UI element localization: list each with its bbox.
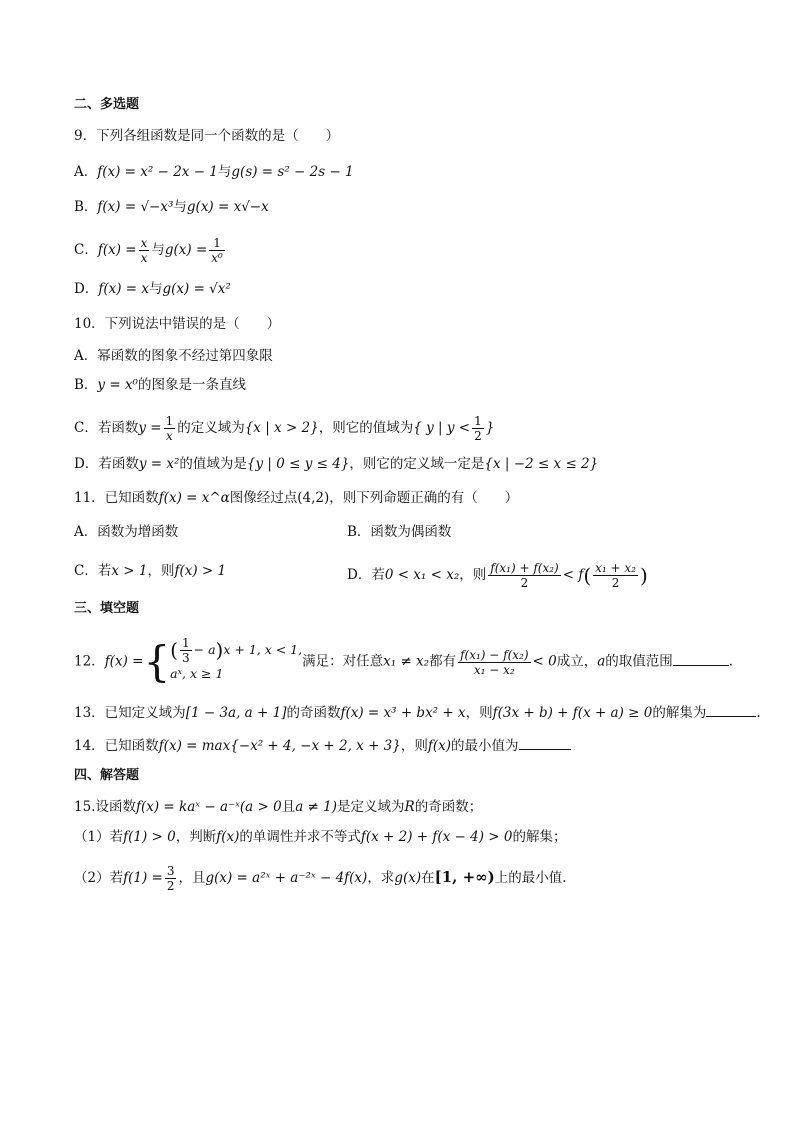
expr: x > 1: [111, 563, 148, 579]
text: 的解集为: [652, 705, 707, 721]
expr: f(3x + b) + f(x + a) ≥ 0: [492, 705, 653, 721]
text: 的奇函数；: [414, 799, 483, 815]
q10-option-a: A．幂函数的图象不经过第四象限: [74, 348, 273, 364]
q15-part-1: [74, 827, 567, 847]
label: D．若: [347, 567, 385, 583]
expr: (4,2): [297, 490, 330, 506]
numerator: 1: [209, 236, 225, 251]
denominator: x: [166, 429, 173, 443]
expr: }: [485, 420, 495, 436]
expr: f(x) = x^α: [158, 490, 230, 506]
text: ，则它的定义域一定是: [349, 456, 485, 472]
label: D．: [74, 281, 99, 297]
label: B．: [74, 377, 98, 393]
expr: f(1) =: [123, 870, 163, 886]
text: 与: [173, 199, 187, 215]
expr: f(x) = x³ + bx² + x: [340, 705, 466, 721]
expr: f(x): [427, 738, 452, 754]
expr: {x | −2 ≤ x ≤ 2}: [484, 456, 599, 472]
q15-stem: [74, 797, 482, 817]
numerator: f(x₁) − f(x₂): [460, 647, 529, 662]
expr: f(x) = x: [98, 281, 149, 297]
denominator: 2: [520, 576, 529, 590]
answer-blank: [706, 702, 756, 717]
expr: {y | 0 ≤ y ≤ 4}: [246, 456, 350, 472]
label: C．: [74, 242, 98, 258]
text: 的定义域为: [177, 420, 245, 436]
q9-option-c: [74, 236, 227, 265]
q11-stem: [74, 488, 518, 508]
denominator: 2: [474, 429, 482, 443]
q9-option-d: [74, 279, 231, 299]
section-heading-solve: 四、解答题: [74, 768, 140, 783]
numerator: x₁ + x₂: [595, 561, 636, 575]
numerator: 1: [165, 414, 174, 428]
denominator: x⁰: [211, 251, 223, 265]
q11-option-d: [347, 561, 648, 590]
paren: (: [583, 563, 592, 588]
text: 与: [148, 281, 163, 297]
section-heading-fill: 三、填空题: [74, 601, 140, 616]
text: 与: [217, 164, 232, 180]
q10-option-c: [74, 414, 494, 443]
expr: g(x) =: [164, 242, 208, 258]
expr: g(x) = a²ˣ + a⁻²ˣ − 4f(x): [205, 870, 368, 886]
q11-option-b: B．函数为偶函数: [347, 524, 452, 540]
text: 图像经过点: [229, 490, 298, 506]
fraction: [458, 648, 530, 677]
label: 12．: [74, 653, 105, 670]
text: 的最小值为: [451, 738, 519, 754]
label: B．: [74, 199, 98, 215]
text: 在: [421, 870, 435, 886]
piecewise-case-1: [170, 635, 303, 665]
text: 的值域为是: [179, 456, 247, 472]
text: 的奇函数: [286, 705, 341, 721]
expr: f(x) = √−x³: [97, 199, 174, 215]
text: ，则: [400, 738, 428, 754]
text: ，则它的值域为: [318, 420, 414, 436]
expr: f(x) > 1: [174, 563, 227, 579]
label: C．若函数: [74, 420, 139, 436]
fraction: [593, 561, 638, 590]
expr: g(x) = √x²: [162, 281, 231, 297]
expr: R: [404, 799, 415, 815]
denominator: 2: [611, 576, 620, 590]
numerator: x: [140, 236, 148, 250]
expr: − a: [193, 642, 216, 657]
q10-option-b: [74, 375, 246, 395]
text: 的单调性并求不等式: [239, 829, 361, 845]
expr: g(x): [394, 870, 422, 886]
expr: [1, +∞): [434, 868, 495, 886]
expr: f(x + 2) + f(x − 4) > 0: [360, 829, 513, 845]
expr: [1 − 3a, a + 1]: [185, 705, 287, 721]
text: ，判断: [175, 829, 217, 845]
expr: (a > 0: [239, 799, 282, 815]
expr: f(x) = kaˣ − a⁻ˣ: [135, 799, 240, 815]
expr: g(x) = x√−x: [186, 199, 269, 215]
paren: (: [170, 638, 178, 662]
expr: 0 < x₁ < x₂: [384, 567, 460, 583]
expr: x + 1, x < 1,: [223, 642, 303, 657]
fraction: [209, 236, 225, 265]
numerator: f(x₁) + f(x₂): [490, 561, 559, 575]
q9-option-b: [74, 197, 269, 217]
text: 上的最小值.: [494, 870, 567, 886]
fraction: [164, 414, 176, 443]
expr: f(1) > 0: [123, 829, 176, 845]
expr: < f: [562, 567, 584, 583]
text: 满足：对任意: [302, 653, 384, 670]
piecewise-case-2: [170, 662, 302, 686]
expr: y =: [138, 420, 162, 436]
text: ，则下列命题正确的有（ ）: [329, 490, 519, 506]
q12: [74, 635, 734, 686]
text: （2）若: [74, 870, 124, 886]
expr: g(s) = s² − 2s − 1: [231, 164, 354, 180]
q10-stem: 10．下列说法中错误的是（ ）: [74, 316, 281, 332]
text: 的取值范围: [605, 653, 673, 670]
denominator: 2: [166, 879, 175, 893]
paren: ): [215, 638, 224, 662]
label: D．若函数: [74, 456, 139, 472]
answer-blank: [519, 735, 571, 750]
text: .: [728, 653, 734, 670]
expr: f(x) = max{−x² + 4, −x + 2, x + 3}: [158, 738, 401, 754]
expr: f(x) =: [104, 653, 144, 670]
text: ，则: [465, 705, 493, 721]
paren: ): [639, 563, 648, 588]
text: 的解集；: [512, 829, 567, 845]
expr: a: [597, 653, 606, 670]
fraction: [180, 636, 192, 665]
expr: {x | x > 2}: [244, 420, 319, 436]
text: 且: [281, 799, 296, 815]
fraction: [488, 561, 560, 590]
numerator: 3: [166, 864, 175, 878]
brace: {: [143, 637, 171, 686]
expr: f(x) = x² − 2x − 1: [97, 164, 218, 180]
text: ，且: [178, 870, 206, 886]
text: .: [756, 705, 761, 721]
text: 的图象是一条直线: [137, 377, 246, 393]
numerator: 1: [181, 635, 190, 650]
text: ，则: [459, 567, 487, 583]
q9-stem: 9．下列各组函数是同一个函数的是（ ）: [74, 128, 340, 144]
q11-option-a: A．函数为增函数: [74, 524, 179, 540]
text: 13．已知定义域为: [74, 705, 186, 721]
answer-blank: [673, 651, 729, 666]
q11-option-c: [74, 561, 226, 581]
q13: [74, 702, 761, 723]
numerator: 1: [474, 414, 482, 428]
section-heading-multi: 二、多选题: [74, 97, 140, 112]
q14: [74, 735, 571, 756]
text: 15.设函数: [74, 799, 136, 815]
text: ，则: [147, 563, 175, 579]
text: 11．已知函数: [74, 490, 159, 506]
expr: x₁ ≠ x₂: [383, 653, 430, 670]
expr: { y | y <: [413, 420, 471, 436]
expr: a ≠ 1): [295, 799, 338, 815]
q10-option-d: [74, 454, 598, 474]
expr: < 0: [532, 653, 557, 670]
text: 14．已知函数: [74, 738, 159, 754]
expr: f(x) =: [97, 242, 137, 258]
text: ，求: [367, 870, 395, 886]
denominator: x: [140, 251, 148, 265]
label: A．: [74, 164, 98, 180]
expr: f(x): [216, 829, 240, 845]
text: 都有: [429, 653, 457, 670]
text: 与: [151, 242, 165, 258]
fraction: [165, 864, 177, 893]
fraction: [139, 236, 150, 265]
q15-part-2: [74, 864, 567, 893]
piecewise: [170, 635, 303, 686]
text: 成立，: [556, 653, 598, 670]
fraction: [472, 414, 484, 443]
denominator: 3: [181, 650, 190, 665]
text: （1）若: [74, 829, 124, 845]
q9-option-a: [74, 162, 354, 182]
label: C．若: [74, 563, 112, 579]
expr: aˣ, x ≥ 1: [170, 666, 224, 681]
denominator: x₁ − x₂: [473, 662, 515, 677]
expr: y = x⁰: [97, 377, 138, 393]
text: 是定义域为: [337, 799, 405, 815]
expr: y = x²: [138, 456, 180, 472]
